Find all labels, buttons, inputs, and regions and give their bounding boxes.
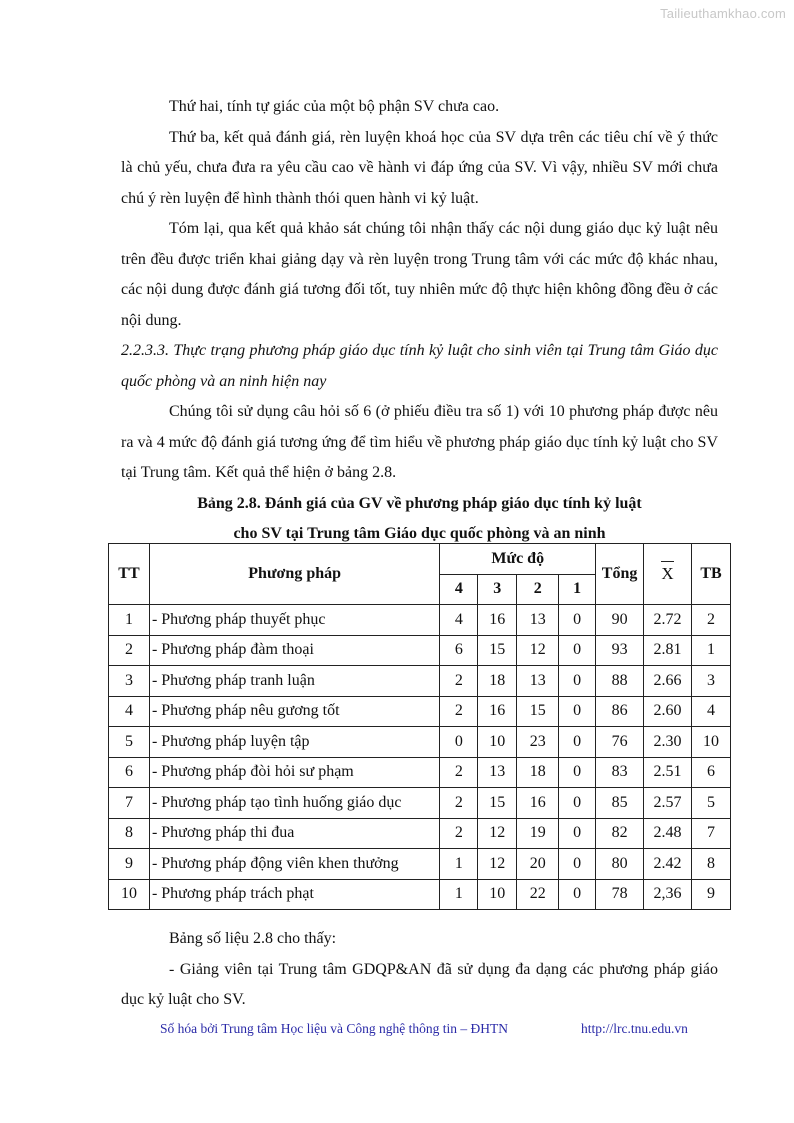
cell-l2: 23 [517, 727, 559, 758]
table-body [109, 605, 731, 910]
cell-total: 85 [596, 788, 644, 819]
cell-l4: 2 [440, 818, 478, 849]
cell-l1: 0 [559, 818, 596, 849]
cell-mean: 2.60 [644, 696, 692, 727]
table-row [109, 727, 731, 758]
cell-l4: 1 [440, 849, 478, 880]
cell-mean: 2.51 [644, 757, 692, 788]
table-title-line1: Bảng 2.8. Đánh giá của GV về phương pháp giáo dục tính kỷ luật [197, 494, 642, 512]
cell-l4: 2 [440, 757, 478, 788]
cell-total: 78 [596, 879, 644, 910]
table-row [109, 849, 731, 880]
cell-l1: 0 [559, 849, 596, 880]
cell-l3: 10 [478, 879, 517, 910]
cell-total: 83 [596, 757, 644, 788]
cell-method: - Phương pháp tạo tình huống giáo dục [149, 788, 439, 819]
cell-mean: 2.42 [644, 849, 692, 880]
cell-method: - Phương pháp trách phạt [149, 879, 439, 910]
cell-tt: 10 [109, 879, 150, 910]
watermark: Tailieuthamkhao.com [660, 6, 786, 21]
cell-l1: 0 [559, 696, 596, 727]
paragraph: Thứ ba, kết quả đánh giá, rèn luyện khoá học của SV dựa trên các tiêu chí về ý thức là chủ yếu, chưa đưa ra yêu cầu cao về hành vi đáp ứng của SV. Vì vậy, nhiều SV mới chưa chú ý rèn luyện để hình thành thói quen hành vi kỷ luật. [121, 128, 718, 207]
header-mean [644, 544, 692, 605]
cell-method: - Phương pháp đòi hỏi sư phạm [149, 757, 439, 788]
cell-total: 76 [596, 727, 644, 758]
cell-l1: 0 [559, 605, 596, 636]
section-heading: 2.2.3.3. Thực trạng phương pháp giáo dục tính kỷ luật cho sinh viên tại Trung tâm Giáo dục quốc phòng và an ninh hiện nay [121, 342, 718, 390]
cell-l4: 4 [440, 605, 478, 636]
table-row [109, 879, 731, 910]
footer [160, 1021, 720, 1037]
cell-method: - Phương pháp nêu gương tốt [149, 696, 439, 727]
cell-rank: 10 [692, 727, 731, 758]
paragraph: Chúng tôi sử dụng câu hỏi số 6 (ở phiếu điều tra số 1) với 10 phương pháp được nêu ra và 4 mức độ đánh giá tương ứng để tìm hiểu về phương pháp giáo dục tính kỷ luật cho SV tại Trung tâm. Kết quả thể hiện ở bảng 2.8. [121, 403, 718, 481]
cell-rank: 2 [692, 605, 731, 636]
cell-method: - Phương pháp tranh luận [149, 666, 439, 697]
cell-rank: 6 [692, 757, 731, 788]
cell-rank: 5 [692, 788, 731, 819]
cell-mean: 2.72 [644, 605, 692, 636]
cell-l4: 2 [440, 788, 478, 819]
footer-left: Số hóa bởi Trung tâm Học liệu và Công nghệ thông tin – ĐHTN [160, 1021, 509, 1036]
header-level-4: 4 [440, 574, 478, 605]
cell-l2: 12 [517, 635, 559, 666]
paragraph: Tóm lại, qua kết quả khảo sát chúng tôi nhận thấy các nội dung giáo dục kỷ luật nêu trên đều được triển khai giảng dạy và rèn luyện trong Trung tâm với các mức độ khác nhau, các nội dung được đánh giá tương đối tốt, tuy nhiên mức độ thực hiện không đồng đều ở các nội dung. [121, 220, 718, 329]
table-row [109, 696, 731, 727]
cell-total: 90 [596, 605, 644, 636]
cell-total: 88 [596, 666, 644, 697]
cell-tt: 4 [109, 696, 150, 727]
cell-mean: 2,36 [644, 879, 692, 910]
table-row [109, 818, 731, 849]
cell-tt: 8 [109, 818, 150, 849]
cell-l2: 15 [517, 696, 559, 727]
header-level-3: 3 [478, 574, 517, 605]
cell-l1: 0 [559, 757, 596, 788]
cell-l3: 18 [478, 666, 517, 697]
cell-l2: 16 [517, 788, 559, 819]
cell-mean: 2.66 [644, 666, 692, 697]
cell-l1: 0 [559, 727, 596, 758]
body-text-bottom [121, 924, 718, 1016]
cell-l4: 2 [440, 696, 478, 727]
cell-l3: 13 [478, 757, 517, 788]
cell-rank: 3 [692, 666, 731, 697]
header-level-1: 1 [559, 574, 596, 605]
cell-l3: 12 [478, 818, 517, 849]
cell-rank: 9 [692, 879, 731, 910]
table-row [109, 635, 731, 666]
cell-l3: 16 [478, 696, 517, 727]
cell-method: - Phương pháp động viên khen thưởng [149, 849, 439, 880]
cell-l4: 2 [440, 666, 478, 697]
cell-l2: 18 [517, 757, 559, 788]
footer-url[interactable]: http://lrc.tnu.edu.vn [581, 1021, 688, 1036]
header-level: Mức độ [440, 544, 596, 575]
header-tt: TT [109, 544, 150, 605]
paragraph: - Giảng viên tại Trung tâm GDQP&AN đã sử dụng đa dạng các phương pháp giáo dục kỷ luật cho SV. [121, 960, 718, 1008]
table-title-line2: cho SV tại Trung tâm Giáo dục quốc phòng và an ninh [233, 525, 606, 542]
paragraph: Thứ hai, tính tự giác của một bộ phận SV chưa cao. [169, 98, 500, 115]
cell-l2: 20 [517, 849, 559, 880]
cell-rank: 4 [692, 696, 731, 727]
cell-rank: 1 [692, 635, 731, 666]
cell-l4: 6 [440, 635, 478, 666]
cell-l4: 0 [440, 727, 478, 758]
table-row [109, 666, 731, 697]
cell-tt: 9 [109, 849, 150, 880]
cell-mean: 2.30 [644, 727, 692, 758]
cell-tt: 5 [109, 727, 150, 758]
cell-method: - Phương pháp luyện tập [149, 727, 439, 758]
cell-tt: 1 [109, 605, 150, 636]
cell-method: - Phương pháp đàm thoại [149, 635, 439, 666]
cell-l1: 0 [559, 879, 596, 910]
cell-l2: 13 [517, 605, 559, 636]
table-row [109, 788, 731, 819]
body-text-top [121, 92, 718, 550]
cell-tt: 7 [109, 788, 150, 819]
table-row [109, 605, 731, 636]
cell-total: 82 [596, 818, 644, 849]
header-rank: TB [692, 544, 731, 605]
cell-mean: 2.57 [644, 788, 692, 819]
cell-l1: 0 [559, 635, 596, 666]
cell-tt: 2 [109, 635, 150, 666]
cell-mean: 2.48 [644, 818, 692, 849]
cell-l1: 0 [559, 788, 596, 819]
cell-mean: 2.81 [644, 635, 692, 666]
cell-rank: 8 [692, 849, 731, 880]
cell-total: 93 [596, 635, 644, 666]
cell-l2: 22 [517, 879, 559, 910]
cell-l2: 19 [517, 818, 559, 849]
cell-l3: 12 [478, 849, 517, 880]
cell-l2: 13 [517, 666, 559, 697]
cell-l3: 10 [478, 727, 517, 758]
paragraph: Bảng số liệu 2.8 cho thấy: [169, 930, 337, 947]
cell-tt: 6 [109, 757, 150, 788]
header-method: Phương pháp [149, 544, 439, 605]
cell-l3: 15 [478, 635, 517, 666]
cell-l3: 16 [478, 605, 517, 636]
cell-l3: 15 [478, 788, 517, 819]
cell-method: - Phương pháp thuyết phục [149, 605, 439, 636]
cell-total: 86 [596, 696, 644, 727]
header-level-2: 2 [517, 574, 559, 605]
cell-total: 80 [596, 849, 644, 880]
table-row [109, 757, 731, 788]
cell-tt: 3 [109, 666, 150, 697]
header-total: Tổng [596, 544, 644, 605]
cell-l4: 1 [440, 879, 478, 910]
cell-method: - Phương pháp thi đua [149, 818, 439, 849]
methods-table [108, 543, 731, 910]
mean-symbol: X [661, 564, 674, 583]
cell-l1: 0 [559, 666, 596, 697]
cell-rank: 7 [692, 818, 731, 849]
